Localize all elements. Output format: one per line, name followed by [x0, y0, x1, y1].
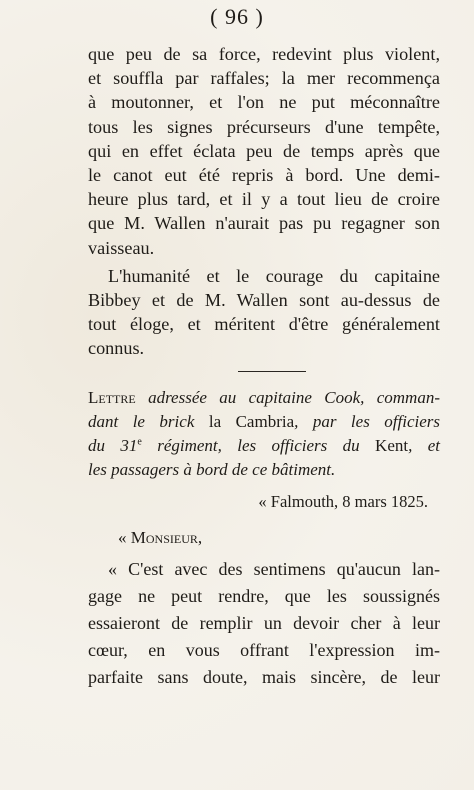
paragraph-1 — [88, 42, 440, 260]
text-line: vaisseau. — [88, 237, 155, 258]
text-line: tous les signes précurseurs d'une tempête, — [88, 116, 440, 137]
text-line: essaieront de remplir un devoir cher à leur — [88, 613, 440, 634]
paragraph-2 — [88, 264, 440, 361]
text-line: le canot eut été repris à bord. Une demi- — [88, 165, 440, 186]
letter-body — [88, 556, 440, 691]
text-line: que M. Wallen n'aurait pas pu regagner son — [88, 213, 440, 234]
letter-salutation: « Monsieur, — [118, 527, 203, 547]
text-line: heure plus tard, et il y a tout lieu de croire — [88, 189, 440, 210]
text-line: L'humanité et le courage du capitaine — [108, 265, 440, 286]
ordinal-suffix: e — [137, 435, 142, 447]
letter-date: « Falmouth, 8 mars 1825. — [258, 491, 428, 511]
text-line: gage ne peut rendre, que les soussignés — [88, 586, 440, 607]
heading-text: les passagers à bord de ce bâtiment. — [88, 459, 336, 479]
text-line: tout éloge, et méritent d'être généralement — [88, 314, 440, 335]
text-line: et souffla par raffales; la mer recommença — [88, 68, 440, 89]
heading-text: adressée au capitaine Cook, comman- — [135, 387, 440, 407]
page-body — [88, 42, 440, 691]
ship-name: Kent — [375, 435, 409, 455]
heading-text: , par les officiers — [294, 411, 441, 431]
text-line: cœur, en vous offrant l'expression im- — [88, 640, 440, 661]
text-line: que peu de sa force, redevint plus violent, — [88, 44, 440, 64]
text-line: parfaite sans doute, mais sincère, de leur — [88, 667, 440, 688]
text-line: à moutonner, et l'on ne put méconnaître — [88, 92, 440, 113]
heading-text: dant le brick — [88, 411, 209, 431]
letter-heading — [88, 386, 440, 482]
letter-label: Lettre — [88, 387, 136, 407]
text-line: connus. — [88, 338, 145, 359]
text-line: qui en effet éclata peu de temps après que — [88, 140, 440, 161]
heading-text: du 31 — [88, 435, 138, 455]
section-divider — [238, 371, 306, 372]
page-number: ( 96 ) — [210, 4, 264, 29]
heading-text: , et — [408, 435, 440, 455]
text-line: « C'est avec des sentimens qu'aucun lan- — [108, 559, 440, 580]
ship-name: la Cambria — [208, 411, 295, 431]
text-line: Bibbey et de M. Wallen sont au-dessus de — [88, 290, 440, 311]
heading-text: régiment, les officiers du — [141, 435, 376, 455]
